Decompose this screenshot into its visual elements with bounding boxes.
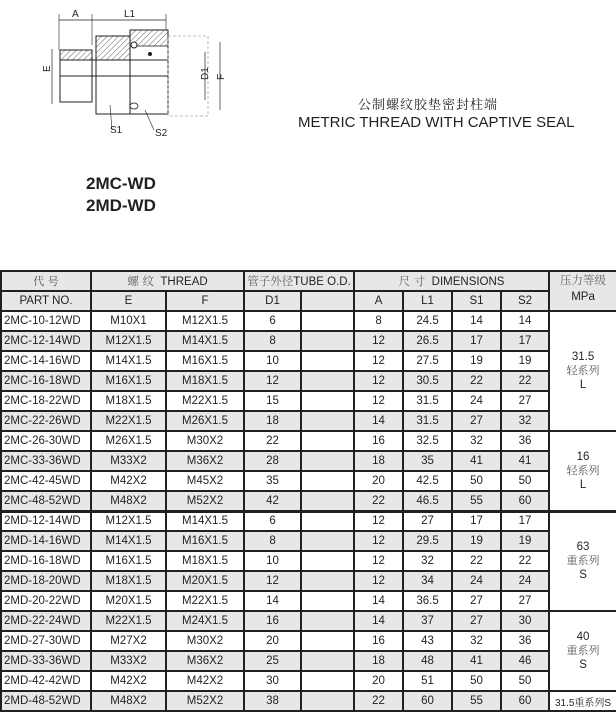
thread-e-cell: M14X1.5 [91,351,166,371]
dim-a-cell: 14 [354,411,403,431]
blank-cell [301,571,354,591]
table-row [1,451,616,471]
part-cell: 2MC-12-14WD [1,331,91,351]
header-e: E [91,291,166,311]
thread-f-cell: M22X1.5 [166,591,244,611]
thread-f-cell: M12X1.5 [166,311,244,331]
dim-a-cell: 8 [354,311,403,331]
blank-cell [301,591,354,611]
thread-f-cell: M16X1.5 [166,531,244,551]
tube-od-cell: 12 [244,571,301,591]
dim-s2-cell: 27 [501,391,549,411]
table-row [1,571,616,591]
tube-od-cell: 28 [244,451,301,471]
thread-f-cell: M30X2 [166,431,244,451]
dim-s2-cell: 27 [501,591,549,611]
dim-label-e: E [42,65,53,72]
part-cell: 2MD-27-30WD [1,631,91,651]
header-s2: S2 [501,291,549,311]
thread-f-cell: M24X1.5 [166,611,244,631]
dim-a-cell: 12 [354,351,403,371]
dim-s1-cell: 32 [452,431,501,451]
thread-f-cell: M30X2 [166,631,244,651]
thread-f-cell: M14X1.5 [166,331,244,351]
tube-od-cell: 14 [244,591,301,611]
part-cell: 2MD-22-24WD [1,611,91,631]
dim-s2-cell: 32 [501,411,549,431]
thread-f-cell: M26X1.5 [166,411,244,431]
pressure-value: 63 [576,541,590,554]
pressure-value: 40 [576,631,590,643]
blank-cell [301,551,354,571]
part-cell: 2MC-10-12WD [1,311,91,331]
dim-s2-cell: 41 [501,451,549,471]
dim-s2-cell: 30 [501,611,549,631]
dim-label-a: A [72,9,79,20]
dim-l1-cell: 36.5 [403,591,452,611]
thread-f-cell: M22X1.5 [166,391,244,411]
dim-s1-cell: 19 [452,531,501,551]
dim-l1-cell: 32.5 [403,431,452,451]
blank-cell [301,451,354,471]
tube-od-cell: 42 [244,491,301,511]
blank-cell [301,651,354,671]
series-code: L [579,379,587,391]
thread-e-cell: M12X1.5 [91,511,166,531]
table-row [1,591,616,611]
model-code-2mc: 2MC-WD [86,174,156,193]
thread-e-cell: M27X2 [91,631,166,651]
table-row [1,471,616,491]
dim-s1-cell: 27 [452,591,501,611]
dim-l1-cell: 31.5 [403,411,452,431]
dim-label-f: F [216,73,227,80]
tube-od-cell: 10 [244,351,301,371]
dim-a-cell: 16 [354,431,403,451]
thread-e-cell: M14X1.5 [91,531,166,551]
thread-e-cell: M42X2 [91,471,166,491]
pressure-rating-cell [549,511,616,611]
dim-l1-cell: 42.5 [403,471,452,491]
series-code: L [579,478,587,491]
dim-s2-cell: 60 [501,491,549,511]
header-tube-od: 管子外径TUBE O.D. [244,271,354,291]
thread-e-cell: M12X1.5 [91,331,166,351]
part-cell: 2MD-18-20WD [1,571,91,591]
dim-a-cell: 20 [354,671,403,691]
dim-s1-cell: 50 [452,471,501,491]
blank-cell [301,431,354,451]
thread-f-cell: M42X2 [166,671,244,691]
part-cell: 2MD-20-22WD [1,591,91,611]
dim-s2-cell: 17 [501,511,549,531]
dim-l1-cell: 26.5 [403,331,452,351]
dim-s1-cell: 32 [452,631,501,651]
dim-l1-cell: 34 [403,571,452,591]
thread-f-cell: M36X2 [166,451,244,471]
thread-e-cell: M20X1.5 [91,591,166,611]
dim-s2-cell: 36 [501,631,549,651]
dim-a-cell: 14 [354,611,403,631]
header-s1: S1 [452,291,501,311]
tube-od-cell: 6 [244,311,301,331]
part-cell: 2MD-12-14WD [1,511,91,531]
series-name-cn: 轻系列 [566,463,600,477]
thread-e-cell: M16X1.5 [91,551,166,571]
dim-s2-cell: 22 [501,551,549,571]
dim-s1-cell: 41 [452,651,501,671]
dim-a-cell: 14 [354,591,403,611]
part-cell: 2MC-18-22WD [1,391,91,411]
blank-cell [301,311,354,331]
thread-e-cell: M33X2 [91,451,166,471]
blank-cell [301,511,354,531]
table-row [1,371,616,391]
thread-e-cell: M48X2 [91,691,166,711]
table-row [1,691,616,711]
thread-e-cell: M22X1.5 [91,411,166,431]
part-cell: 2MD-14-16WD [1,531,91,551]
blank-cell [301,691,354,711]
header-part-cn: 代 号 [1,271,91,291]
table-row [1,311,616,331]
tube-od-cell: 16 [244,611,301,631]
header-dimensions: 尺 寸 DIMENSIONS [354,271,549,291]
thread-f-cell: M52X2 [166,491,244,511]
dim-label-d1: D1 [200,67,211,80]
table-row [1,531,616,551]
dim-s1-cell: 22 [452,371,501,391]
pressure-rating-cell [549,611,616,691]
header-d1: D1 [244,291,301,311]
dim-l1-cell: 46.5 [403,491,452,511]
table-row [1,351,616,371]
series-name-cn: 重系列 [566,644,600,657]
series-code: S [579,569,587,582]
dim-a-cell: 12 [354,371,403,391]
header-pressure: 压力等级 MPa [549,271,616,311]
thread-e-cell: M18X1.5 [91,571,166,591]
dim-a-cell: 12 [354,391,403,411]
part-cell: 2MC-16-18WD [1,371,91,391]
header-a: A [354,291,403,311]
blank-cell [301,471,354,491]
thread-f-cell: M16X1.5 [166,351,244,371]
series-name-cn: 重系列 [566,554,600,568]
tube-od-cell: 6 [244,511,301,531]
part-cell: 2MD-16-18WD [1,551,91,571]
dim-l1-cell: 27.5 [403,351,452,371]
dim-l1-cell: 31.5 [403,391,452,411]
blank-cell [301,671,354,691]
tube-od-cell: 8 [244,531,301,551]
dim-label-s1: S1 [110,125,123,136]
header-thread: 螺 纹 THREAD [91,271,244,291]
thread-f-cell: M52X2 [166,691,244,711]
dim-l1-cell: 43 [403,631,452,651]
dim-a-cell: 12 [354,551,403,571]
dim-label-s2: S2 [155,128,168,139]
dim-s1-cell: 17 [452,511,501,531]
pressure-rating-cell [549,311,616,431]
blank-cell [301,391,354,411]
tube-od-cell: 20 [244,631,301,651]
fitting-technical-drawing [30,0,230,150]
thread-e-cell: M42X2 [91,671,166,691]
blank-cell [301,491,354,511]
table-row [1,611,616,631]
dim-l1-cell: 27 [403,511,452,531]
dim-s1-cell: 14 [452,311,501,331]
pressure-value: 16 [576,450,590,463]
dim-s2-cell: 50 [501,671,549,691]
dim-s2-cell: 14 [501,311,549,331]
tube-od-cell: 18 [244,411,301,431]
dim-s1-cell: 41 [452,451,501,471]
thread-f-cell: M18X1.5 [166,551,244,571]
table-row [1,431,616,451]
part-cell: 2MD-42-42WD [1,671,91,691]
dim-s1-cell: 55 [452,691,501,711]
header-f: F [166,291,244,311]
table-row [1,551,616,571]
header-row-2 [1,291,616,311]
thread-e-cell: M10X1 [91,311,166,331]
thread-e-cell: M26X1.5 [91,431,166,451]
table-row [1,491,616,511]
dim-s2-cell: 46 [501,651,549,671]
thread-e-cell: M16X1.5 [91,371,166,391]
dim-s2-cell: 60 [501,691,549,711]
dim-a-cell: 22 [354,691,403,711]
thread-e-cell: M48X2 [91,491,166,511]
dim-l1-cell: 30.5 [403,371,452,391]
tube-od-cell: 10 [244,551,301,571]
blank-cell [301,351,354,371]
dim-s2-cell: 36 [501,431,549,451]
dim-a-cell: 12 [354,531,403,551]
blank-cell [301,331,354,351]
dim-s2-cell: 24 [501,571,549,591]
header-row-1 [1,271,616,291]
part-cell: 2MC-26-30WD [1,431,91,451]
tube-od-cell: 30 [244,671,301,691]
dim-l1-cell: 32 [403,551,452,571]
pressure-rating-cell: 31.5重系列S [549,691,616,711]
dim-l1-cell: 37 [403,611,452,631]
dim-a-cell: 16 [354,631,403,651]
thread-f-cell: M36X2 [166,651,244,671]
thread-f-cell: M14X1.5 [166,511,244,531]
part-cell: 2MC-48-52WD [1,491,91,511]
dim-a-cell: 18 [354,451,403,471]
dim-s1-cell: 55 [452,491,501,511]
series-code: S [579,659,587,671]
thread-f-cell: M45X2 [166,471,244,491]
dim-l1-cell: 60 [403,691,452,711]
tube-od-cell: 25 [244,651,301,671]
model-code-2md: 2MD-WD [86,196,156,215]
tube-od-cell: 15 [244,391,301,411]
specification-table [0,270,616,712]
header-blank [301,291,354,311]
table-row [1,511,616,531]
part-cell: 2MC-42-45WD [1,471,91,491]
dim-l1-cell: 48 [403,651,452,671]
table-row [1,331,616,351]
subtitle-chinese: 公制螺纹胶垫密封柱端 [358,98,499,113]
part-cell: 2MC-14-16WD [1,351,91,371]
table-row [1,411,616,431]
dim-s2-cell: 19 [501,531,549,551]
part-cell: 2MC-22-26WD [1,411,91,431]
blank-cell [301,631,354,651]
table-row [1,631,616,651]
dim-l1-cell: 29.5 [403,531,452,551]
table-row [1,671,616,691]
thread-e-cell: M33X2 [91,651,166,671]
dim-s1-cell: 27 [452,411,501,431]
dim-s1-cell: 50 [452,671,501,691]
thread-f-cell: M20X1.5 [166,571,244,591]
dim-l1-cell: 35 [403,451,452,471]
header-part-no: PART NO. [1,291,91,311]
subtitle-english: METRIC THREAD WITH CAPTIVE SEAL [298,114,575,131]
header-l1: L1 [403,291,452,311]
pressure-value: 31.5 [571,351,595,363]
dim-s1-cell: 27 [452,611,501,631]
dim-a-cell: 22 [354,491,403,511]
thread-f-cell: M18X1.5 [166,371,244,391]
dim-a-cell: 18 [354,651,403,671]
dim-s2-cell: 50 [501,471,549,491]
dim-s1-cell: 17 [452,331,501,351]
part-cell: 2MC-33-36WD [1,451,91,471]
thread-e-cell: M22X1.5 [91,611,166,631]
table-row [1,391,616,411]
dim-l1-cell: 24.5 [403,311,452,331]
dim-s1-cell: 19 [452,351,501,371]
dim-s1-cell: 24 [452,391,501,411]
series-name-cn: 轻系列 [566,364,600,377]
dim-s2-cell: 19 [501,351,549,371]
blank-cell [301,411,354,431]
tube-od-cell: 12 [244,371,301,391]
tube-od-cell: 8 [244,331,301,351]
tube-od-cell: 35 [244,471,301,491]
tube-od-cell: 22 [244,431,301,451]
pressure-rating-cell [549,431,616,511]
dim-s1-cell: 24 [452,571,501,591]
part-cell: 2MD-48-52WD [1,691,91,711]
blank-cell [301,611,354,631]
dim-s2-cell: 22 [501,371,549,391]
table-row [1,651,616,671]
tube-od-cell: 38 [244,691,301,711]
dim-a-cell: 12 [354,511,403,531]
dim-s2-cell: 17 [501,331,549,351]
dim-label-l1: L1 [124,9,136,20]
blank-cell [301,531,354,551]
dim-a-cell: 20 [354,471,403,491]
dim-a-cell: 12 [354,571,403,591]
dim-l1-cell: 51 [403,671,452,691]
part-cell: 2MD-33-36WD [1,651,91,671]
dim-a-cell: 12 [354,331,403,351]
thread-e-cell: M18X1.5 [91,391,166,411]
dim-s1-cell: 22 [452,551,501,571]
blank-cell [301,371,354,391]
